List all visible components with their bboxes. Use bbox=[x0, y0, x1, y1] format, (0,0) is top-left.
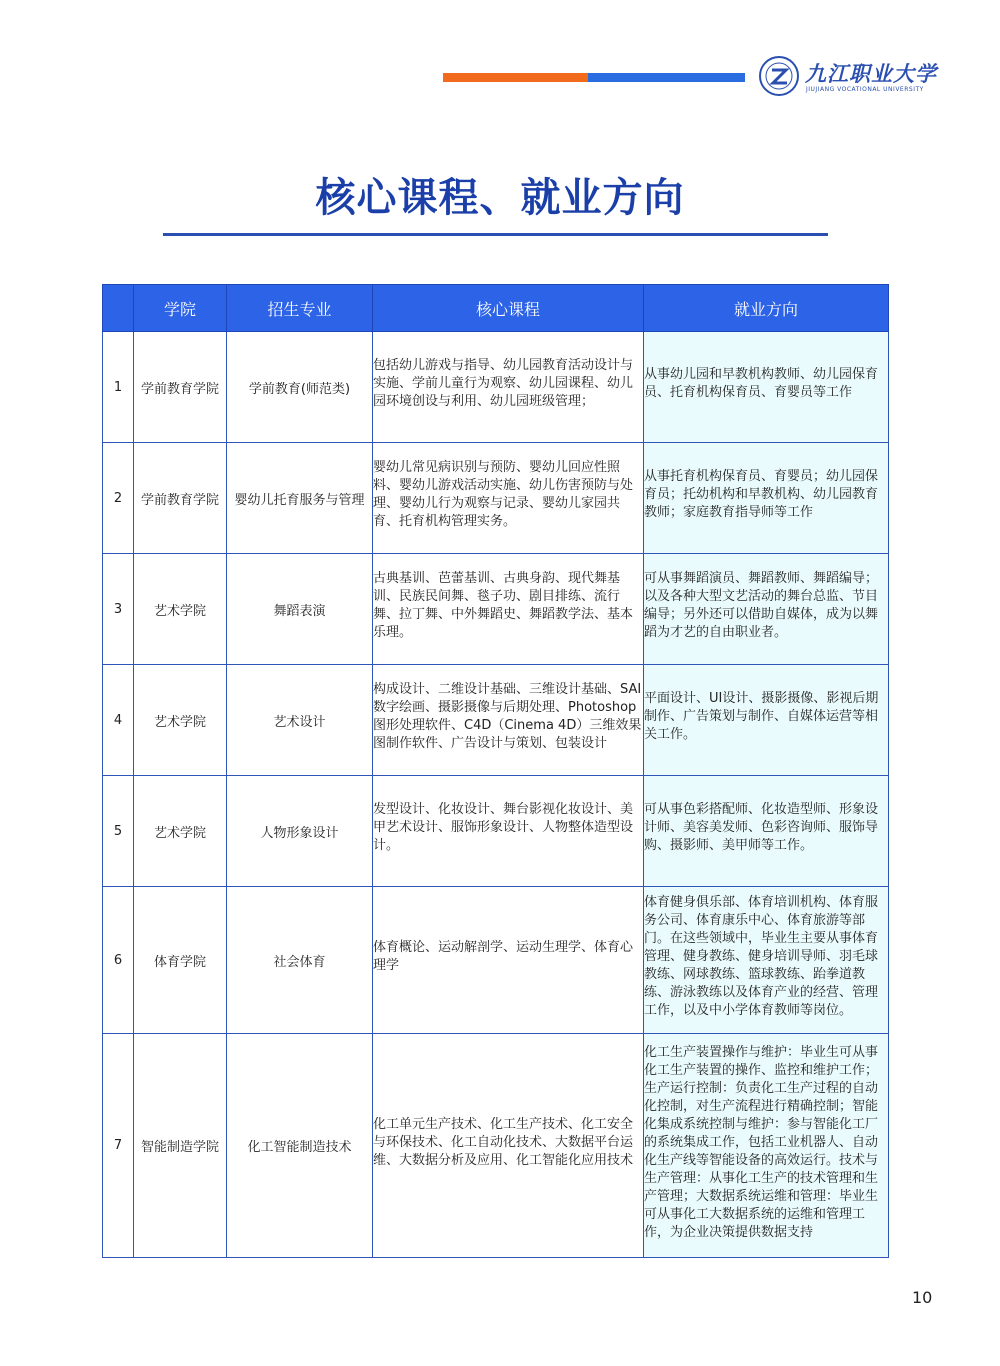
table-row bbox=[103, 554, 889, 665]
course-career-table bbox=[102, 284, 889, 1258]
row-index: 1 bbox=[103, 332, 134, 443]
row-college: 学前教育学院 bbox=[134, 332, 227, 443]
row-career: 平面设计、UI设计、摄影摄像、影视后期制作、广告策划与制作、自媒体运营等相关工作。 bbox=[644, 691, 879, 742]
row-courses: 包括幼儿游戏与指导、幼儿园教育活动设计与实施、学前儿童行为观察、幼儿园课程、幼儿园环境创设与利用、幼儿园班级管理； bbox=[373, 358, 634, 409]
header-major: 招生专业 bbox=[227, 285, 373, 332]
row-index: 4 bbox=[103, 665, 134, 776]
row-career: 可从事舞蹈演员、舞蹈教师、舞蹈编导；以及各种大型文艺活动的舞台总监、节目编导；另外还可以借助自媒体，成为以舞蹈为才艺的自由职业者。 bbox=[644, 571, 879, 640]
table-header-row bbox=[103, 285, 889, 332]
table-row bbox=[103, 332, 889, 443]
row-college: 学前教育学院 bbox=[134, 443, 227, 554]
row-career: 体育健身俱乐部、体育培训机构、体育服务公司、体育康乐中心、体育旅游等部门。在这些领域中，毕业生主要从事体育管理、健身教练、健身培训导师、羽毛球教练、网球教练、篮球教练、跆拳道教练、游泳教练以及体育产业的经营、管理工作，以及中小学体育教师等岗位。 bbox=[644, 895, 879, 1018]
table-row bbox=[103, 776, 889, 887]
row-index: 2 bbox=[103, 443, 134, 554]
row-college: 艺术学院 bbox=[134, 776, 227, 887]
university-name: 九江职业大学 bbox=[805, 61, 937, 86]
row-courses: 化工单元生产技术、化工生产技术、化工安全与环保技术、化工自动化技术、大数据平台运维、大数据分析及应用、化工智能化应用技术 bbox=[373, 1116, 634, 1168]
row-college: 艺术学院 bbox=[134, 554, 227, 665]
row-courses: 古典基训、芭蕾基训、古典身韵、现代舞基训、民族民间舞、毯子功、剧目排练、流行舞、拉丁舞、中外舞蹈史、舞蹈教学法、基本乐理。 bbox=[373, 571, 634, 640]
header-college: 学院 bbox=[134, 285, 227, 332]
row-major: 学前教育(师范类) bbox=[227, 332, 373, 443]
row-courses: 发型设计、化妆设计、舞台影视化妆设计、美甲艺术设计、服饰形象设计、人物整体造型设计。 bbox=[373, 802, 634, 853]
table-row bbox=[103, 443, 889, 554]
row-index: 3 bbox=[103, 554, 134, 665]
page-title: 核心课程、就业方向 bbox=[315, 175, 685, 221]
university-name-en: JIUJIANG VOCATIONAL UNIVERSITY bbox=[806, 86, 924, 93]
university-logo bbox=[759, 56, 959, 100]
row-major: 社会体育 bbox=[227, 887, 373, 1034]
row-major: 化工智能制造技术 bbox=[227, 1034, 373, 1258]
row-courses: 构成设计、二维设计基础、三维设计基础、SAI数字绘画、摄影摄像与后期处理、Photoshop图形处理软件、C4D（Cinema 4D）三维效果图制作软件、广告设计与策划、包装设计 bbox=[373, 682, 642, 751]
table-row bbox=[103, 887, 889, 1034]
table-row bbox=[103, 1034, 889, 1258]
row-college: 体育学院 bbox=[134, 887, 227, 1034]
header-index bbox=[103, 285, 134, 332]
row-career: 化工生产装置操作与维护：毕业生可从事化工生产装置的操作、监控和维护工作；生产运行控制：负责化工生产过程的自动化控制，对生产流程进行精确控制；智能化集成系统控制与维护：参与智能化工厂的系统集成工作，包括工业机器人、自动化生产线等智能设备的高效运行。技术与生产管理：从事化工生产的技术管理和生产管理；大数据系统运维和管理：毕业生可从事化工大数据系统的运维和管理工作，为企业决策提供数据支持 bbox=[644, 1044, 879, 1240]
row-major: 人物形象设计 bbox=[227, 776, 373, 887]
row-index: 6 bbox=[103, 887, 134, 1034]
header-accent-bar-orange bbox=[443, 73, 588, 82]
university-seal-icon bbox=[759, 56, 799, 96]
row-college: 智能制造学院 bbox=[134, 1034, 227, 1258]
table-row bbox=[103, 665, 889, 776]
row-major: 舞蹈表演 bbox=[227, 554, 373, 665]
title-underline bbox=[163, 233, 828, 236]
header-courses: 核心课程 bbox=[373, 285, 644, 332]
header-career: 就业方向 bbox=[644, 285, 889, 332]
row-courses: 体育概论、运动解剖学、运动生理学、体育心理学 bbox=[373, 940, 634, 973]
header-accent-bar-blue bbox=[588, 73, 745, 82]
row-courses: 婴幼儿常见病识别与预防、婴幼儿回应性照料、婴幼儿游戏活动实施、幼儿伤害预防与处理、婴幼儿行为观察与记录、婴幼儿家园共育、托育机构管理实务。 bbox=[373, 460, 634, 529]
row-index: 7 bbox=[103, 1034, 134, 1258]
row-career: 从事幼儿园和早教机构教师、幼儿园保育员、托育机构保育员、育婴员等工作 bbox=[644, 367, 879, 400]
row-index: 5 bbox=[103, 776, 134, 887]
row-college: 艺术学院 bbox=[134, 665, 227, 776]
row-career: 从事托育机构保育员、育婴员；幼儿园保育员；托幼机构和早教机构、幼儿园教育教师；家庭教育指导师等工作 bbox=[644, 469, 879, 520]
page-number: 10 bbox=[912, 1288, 933, 1307]
row-major: 艺术设计 bbox=[227, 665, 373, 776]
row-career: 可从事色彩搭配师、化妆造型师、形象设计师、美容美发师、色彩咨询师、服饰导购、摄影师、美甲师等工作。 bbox=[644, 802, 879, 853]
row-major: 婴幼儿托育服务与管理 bbox=[227, 443, 373, 554]
